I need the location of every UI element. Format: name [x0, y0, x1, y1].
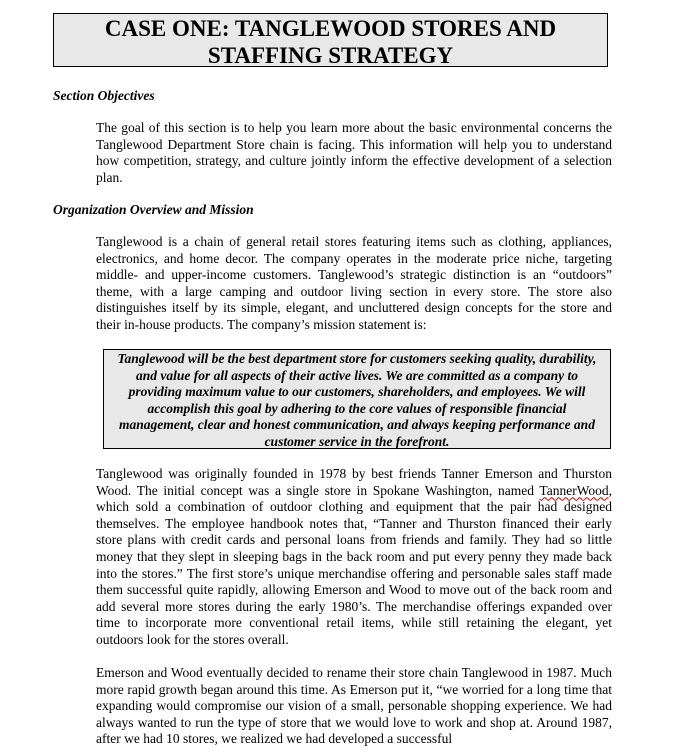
- mission-statement-box: [103, 349, 611, 449]
- history-paragraph: [96, 466, 612, 649]
- overview-paragraph: Tanglewood is a chain of general retail stores featuring items such as clothing, appliances, electronics, and home decor. The company operates in the moderate price niche, targeting middle- and upper-income customers. Tanglewood’s strategic distinction is an “outdoors” theme, with a large camping and outdoor living section in every store. The store also distinguishes itself by its simple, elegant, and uncluttered design concepts for the store and their in-house products. The company’s mission statement is:: [96, 234, 612, 332]
- case-title-line-2: STAFFING STRATEGY: [207, 43, 454, 68]
- case-title-box: [53, 13, 608, 67]
- history-text-end: , which sold a combination of outdoor clothing and equipment that the pair had designed themselves. The employee handbook notes that, “Tanner and Thurston financed their early store plans with credit cards and personal loans from friends and family. They had so little money that they slept in sleeping bags in the back room and put every penny they made back into the stores.” The first store’s unique merchandise offering and personable sales staff made them successful quite rapidly, allowing Emerson and Wood to move out of the back room and add several more stores during the early 1980’s. The merchandise offerings expanded over time to incorporate more conventional retail items, while still retaining the elegant, yet outdoors look for the stores overall.: [96, 482, 612, 647]
- growth-paragraph: Emerson and Wood eventually decided to rename their store chain Tanglewood in 1987. Much more rapid growth began around this time. As Emerson put it, “we worried for a long time that expanding would compromise our vision of a small, personable shopping experience. We had always wanted to run the type of store that we would love to work and shop at. Around 1987, after we had 10 stores, we realized we had developed a successful: [96, 665, 612, 747]
- section-objectives-heading: Section Objectives: [53, 88, 155, 103]
- objectives-paragraph: The goal of this section is to help you learn more about the basic environmental concerns the Tanglewood Department Store chain is facing. This information will help you to understand how competition, strategy, and culture jointly inform the effective development of a selection plan.: [96, 120, 612, 185]
- mission-statement-text: Tanglewood will be the best department store for customers seeking quality, durability, and value for all aspects of their active lives. We are committed as a company to providing maximum value to our customers, shareholders, and employees. We will accomplish this goal by adhering to the core values of responsible financial management, clear and honest communication, and always keeping performance and customer service in the forefront.: [117, 351, 597, 449]
- case-title-line-1: CASE ONE: TANGLEWOOD STORES AND: [104, 16, 557, 41]
- history-text-start: Tanglewood was originally founded in 1978 by best friends Tanner Emerson and Thurston Wood. The initial concept was a single store in Spokane Washington, named: [96, 466, 612, 498]
- spellcheck-flagged-word: TannerWood: [539, 482, 609, 498]
- organization-overview-heading: Organization Overview and Mission: [53, 202, 254, 217]
